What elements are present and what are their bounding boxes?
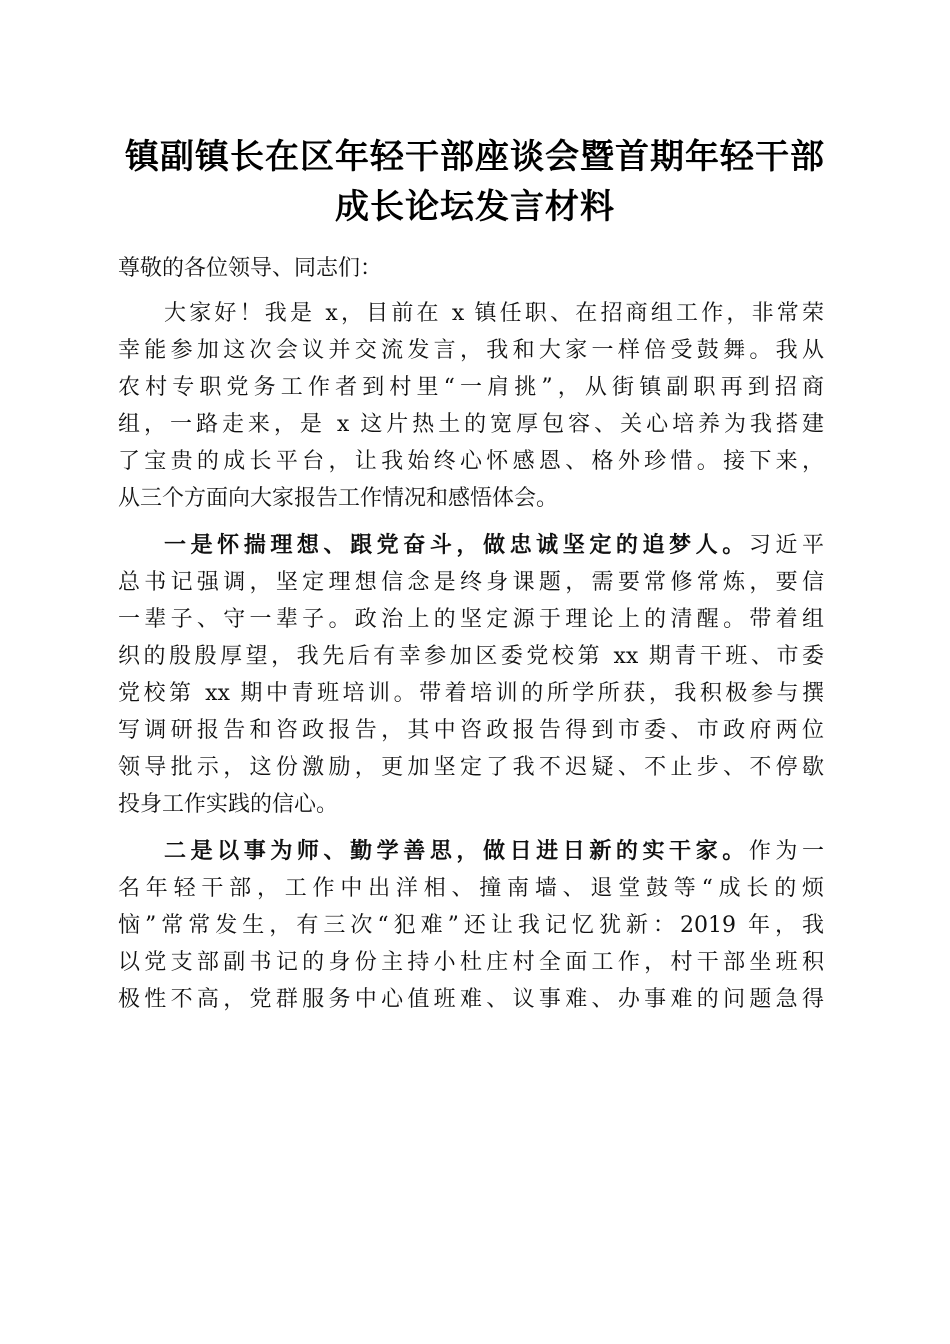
paragraph-gap — [118, 823, 824, 833]
paragraph-line: 极性不高，党群服务中心值班难、议事难、办事难的问题急得 — [118, 987, 824, 1012]
title-line: 镇副镇长在区年轻干部座谈会暨首期年轻干部 — [125, 137, 825, 177]
paragraph-line: 组，一路走来，是 x 这片热土的宽厚包容、关心培养为我搭建 — [118, 412, 824, 437]
paragraph-line: 总书记强调，坚定理想信念是终身课题，需要常修常炼，要信 — [118, 570, 824, 595]
section-one-paragraph — [118, 527, 824, 823]
section-two-paragraph — [118, 833, 824, 1018]
paragraph-line: 农村专职党务工作者到村里“一肩挑”，从街镇副职再到招商 — [118, 375, 824, 400]
section-two-first-line-rest: 作为一 — [748, 839, 824, 864]
paragraph-gap — [118, 517, 824, 527]
paragraph-line: 党校第 xx 期中青班培训。带着培训的所学所获，我积极参与撰 — [118, 681, 824, 706]
intro-paragraph — [118, 295, 824, 517]
paragraph-line: 恼”常常发生，有三次“犯难”还让我记忆犹新：2019 年，我 — [118, 913, 824, 938]
paragraph-line: 写调研报告和咨政报告，其中咨政报告得到市委、市政府两位 — [118, 718, 824, 743]
section-one-lead: 一是怀揣理想、跟党奋斗，做忠诚坚定的追梦人。 — [164, 532, 749, 558]
section-two-lead: 二是以事为师、勤学善思，做日进日新的实干家。 — [164, 838, 749, 864]
paragraph-line: 从三个方面向大家报告工作情况和感悟体会。 — [118, 486, 559, 511]
section-one-first-line-rest: 习近平 — [748, 533, 824, 558]
paragraph-first-line — [118, 527, 824, 564]
paragraph-line: 一辈子、守一辈子。政治上的坚定源于理论上的清醒。带着组 — [118, 607, 824, 632]
paragraph-line: 幸能参加这次会议并交流发言，我和大家一样倍受鼓舞。我从 — [118, 338, 824, 363]
paragraph-line: 投身工作实践的信心。 — [118, 792, 339, 817]
paragraph-line: 以党支部副书记的身份主持小杜庄村全面工作，村干部坐班积 — [118, 950, 824, 975]
paragraph-line: 大家好！我是 x，目前在 x 镇任职、在招商组工作，非常荣 — [164, 301, 824, 326]
paragraph-line: 了宝贵的成长平台，让我始终心怀感恩、格外珍惜。接下来， — [118, 449, 824, 474]
title-line: 成长论坛发言材料 — [335, 187, 615, 227]
salutation-text: 尊敬的各位领导、同志们： — [118, 256, 383, 281]
salutation — [118, 250, 824, 287]
paragraph-line: 织的殷殷厚望，我先后有幸参加区委党校第 xx 期青干班、市委 — [118, 644, 824, 669]
paragraph-line: 领导批示，这份激励，更加坚定了我不迟疑、不止步、不停歇 — [118, 755, 824, 780]
paragraph-first-line — [118, 833, 824, 870]
document-title — [100, 132, 850, 232]
paragraph-line: 名年轻干部，工作中出洋相、撞南墙、退堂鼓等“成长的烦 — [118, 876, 824, 901]
document-body — [118, 250, 824, 1018]
